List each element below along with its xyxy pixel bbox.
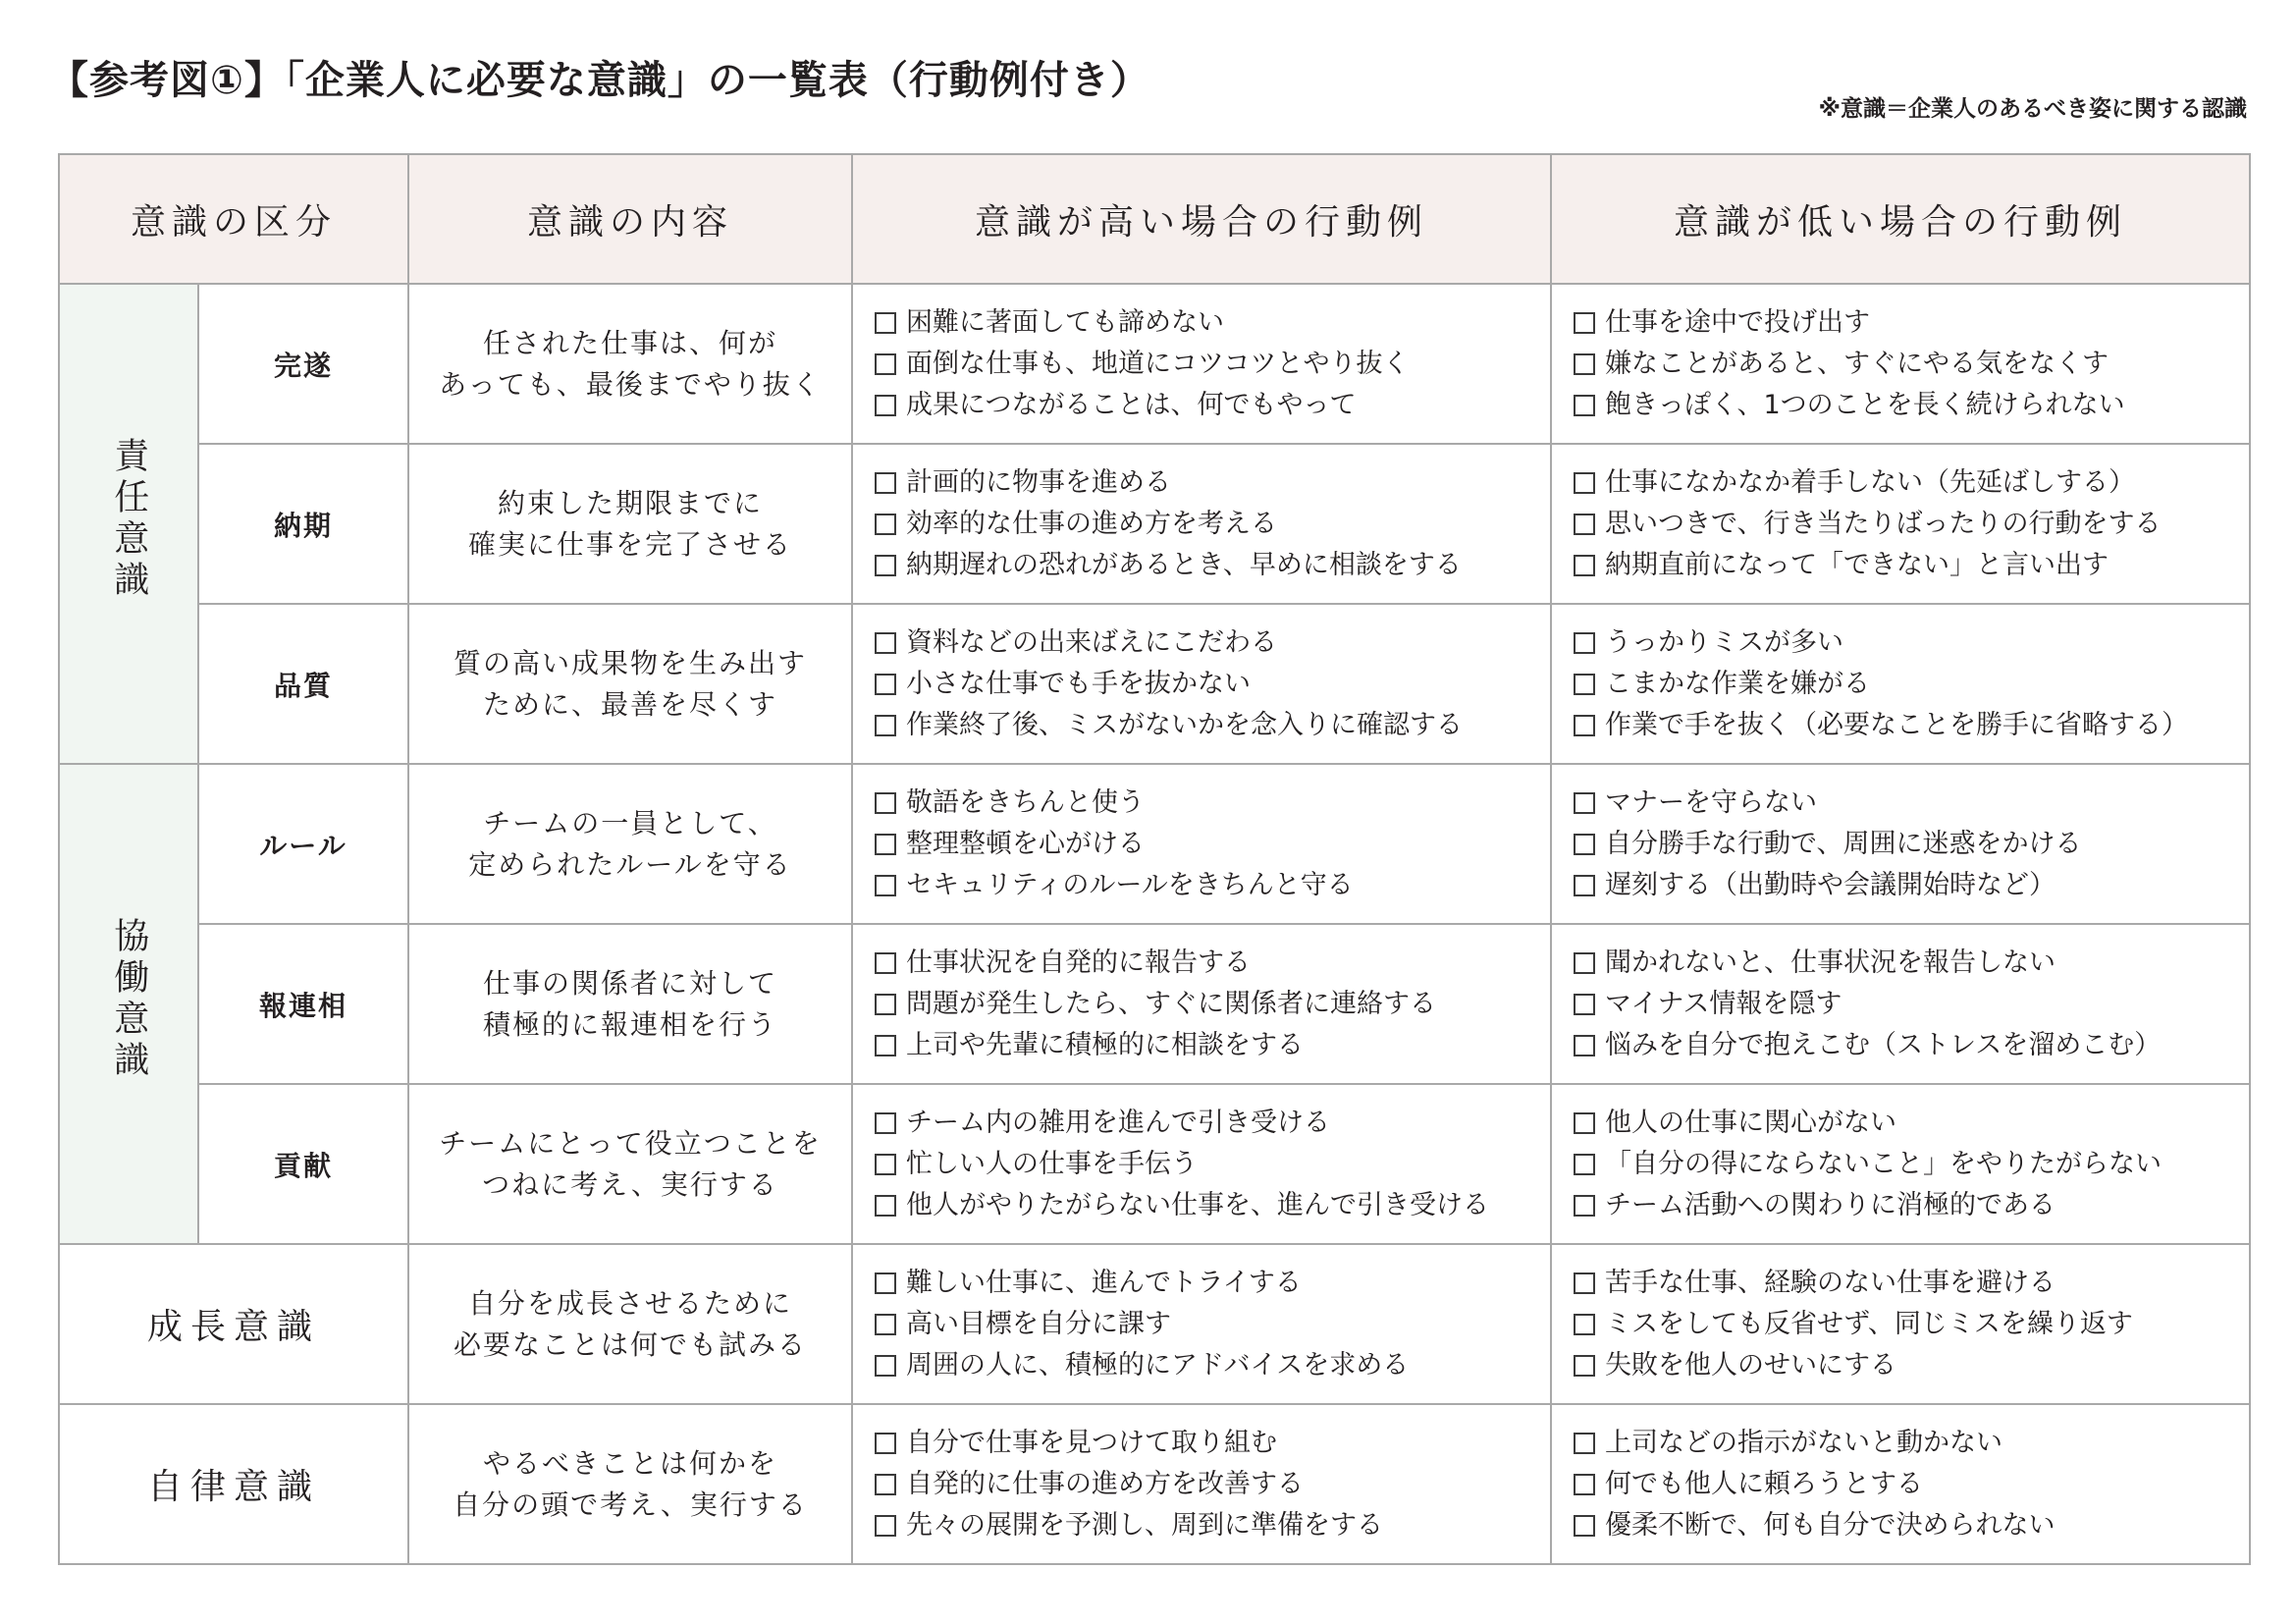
low-examples: [1551, 764, 2250, 924]
checkbox-icon[interactable]: [1574, 875, 1595, 896]
high-example-item: [875, 943, 1550, 984]
checkbox-icon[interactable]: [875, 472, 896, 494]
checkbox-icon[interactable]: [1574, 1355, 1595, 1377]
high-example-item: [875, 1304, 1550, 1345]
checkbox-icon[interactable]: [875, 555, 896, 576]
high-example-item: [875, 623, 1550, 664]
example-text: 自分勝手な行動で、周囲に迷惑をかける: [1605, 828, 2082, 859]
checkbox-icon[interactable]: [1574, 792, 1595, 814]
example-text: 整理整頓を心がける: [906, 828, 1146, 859]
category-cell: [59, 764, 198, 1244]
high-example-item: [875, 1185, 1550, 1226]
header-category: 意識の区分: [59, 154, 408, 284]
high-example-item: [875, 1423, 1550, 1464]
subcategory-label: 納期: [198, 444, 408, 604]
high-example-item: [875, 865, 1550, 906]
example-text: 聞かれないと、仕事状況を報告しない: [1605, 947, 2056, 978]
low-example-item: [1574, 984, 2249, 1025]
low-examples: [1551, 284, 2250, 444]
low-example-item: [1574, 504, 2249, 545]
high-example-item: [875, 1464, 1550, 1505]
low-example-item: [1574, 1345, 2249, 1386]
high-example-item: [875, 705, 1550, 746]
example-text: 納期遅れの恐れがあるとき、早めに相談をする: [906, 549, 1462, 580]
high-example-item: [875, 385, 1550, 426]
example-text: 「自分の得にならないこと」をやりたがらない: [1605, 1148, 2163, 1179]
checkbox-icon[interactable]: [875, 1515, 896, 1537]
checkbox-icon[interactable]: [1574, 632, 1595, 654]
high-example-item: [875, 1144, 1550, 1185]
low-examples: [1551, 444, 2250, 604]
example-text: 資料などの出来ばえにこだわる: [906, 626, 1278, 658]
low-example-item: [1574, 1505, 2249, 1546]
content-line: やるべきことは何かを: [483, 1446, 778, 1480]
checkbox-icon[interactable]: [1574, 555, 1595, 576]
content-line: 質の高い成果物を生み出す: [454, 646, 808, 679]
checkbox-icon[interactable]: [1574, 1515, 1595, 1537]
content-line: 自分の頭で考え、実行する: [453, 1488, 808, 1521]
checkbox-icon[interactable]: [875, 1433, 896, 1454]
checkbox-icon[interactable]: [875, 312, 896, 334]
low-example-item: [1574, 1103, 2249, 1144]
checkbox-icon[interactable]: [875, 395, 896, 416]
high-example-item: [875, 344, 1550, 385]
table-row: [59, 1084, 2250, 1244]
example-text: 忙しい人の仕事を手伝う: [906, 1148, 1199, 1179]
content-line: 定められたルールを守る: [468, 847, 792, 881]
checkbox-icon[interactable]: [1574, 1154, 1595, 1175]
header-low: 意識が低い場合の行動例: [1551, 154, 2250, 284]
content-line: チームの一員として、: [483, 806, 777, 839]
checkbox-icon[interactable]: [1574, 1112, 1595, 1134]
checkbox-icon[interactable]: [875, 514, 896, 535]
checkbox-icon[interactable]: [875, 632, 896, 654]
checkbox-icon[interactable]: [875, 1272, 896, 1294]
content-line: チームにとって役立つことを: [439, 1126, 822, 1160]
checkbox-icon[interactable]: [875, 1035, 896, 1056]
checkbox-icon[interactable]: [875, 994, 896, 1015]
example-text: 納期直前になって「できない」と言い出す: [1605, 549, 2109, 580]
content-line: 自分を成長させるために: [468, 1286, 793, 1320]
high-example-item: [875, 462, 1550, 504]
high-examples: [852, 284, 1551, 444]
checkbox-icon[interactable]: [875, 674, 896, 695]
category-cell: [59, 284, 198, 764]
content-line: つねに考え、実行する: [482, 1167, 778, 1201]
low-example-item: [1574, 1464, 2249, 1505]
checkbox-icon[interactable]: [875, 792, 896, 814]
example-text: 嫌なことがあると、すぐにやる気をなくす: [1605, 348, 2109, 379]
low-example-item: [1574, 462, 2249, 504]
content-line: 仕事の関係者に対して: [483, 966, 778, 1000]
table-row: [59, 1404, 2250, 1564]
example-text: 飽きっぽく、1つのことを長く続けられない: [1605, 389, 2125, 420]
awareness-content: [408, 1404, 852, 1564]
low-example-item: [1574, 623, 2249, 664]
checkbox-icon[interactable]: [1574, 834, 1595, 855]
example-text: 遅刻する（出勤時や会議開始時など）: [1605, 869, 2056, 900]
example-text: 思いつきで、行き当たりばったりの行動をする: [1605, 508, 2162, 539]
content-line: あっても、最後までやり抜く: [439, 367, 822, 401]
high-examples: [852, 1244, 1551, 1404]
low-example-item: [1574, 1304, 2249, 1345]
example-text: 仕事状況を自発的に報告する: [906, 947, 1252, 978]
content-line: 任された仕事は、何が: [483, 326, 778, 359]
category-label: 責任意識: [108, 437, 149, 602]
high-example-item: [875, 545, 1550, 586]
subcategory-label: 完遂: [198, 284, 408, 444]
high-example-item: [875, 1345, 1550, 1386]
checkbox-icon[interactable]: [875, 1195, 896, 1217]
high-examples: [852, 1084, 1551, 1244]
low-examples: [1551, 1244, 2250, 1404]
low-example-item: [1574, 344, 2249, 385]
awareness-content: [408, 924, 852, 1084]
example-text: 他人がやりたがらない仕事を、進んで引き受ける: [906, 1189, 1490, 1220]
example-text: 上司や先輩に積極的に相談をする: [906, 1029, 1305, 1060]
example-text: 優柔不断で、何も自分で決められない: [1605, 1509, 2056, 1541]
low-example-item: [1574, 1025, 2249, 1066]
example-text: 他人の仕事に関心がない: [1605, 1107, 1897, 1138]
category-label: 自律意識: [59, 1404, 408, 1564]
example-text: 失敗を他人のせいにする: [1605, 1349, 1897, 1380]
example-text: ミスをしても反省せず、同じミスを繰り返す: [1605, 1308, 2133, 1339]
low-example-item: [1574, 783, 2249, 824]
high-example-item: [875, 984, 1550, 1025]
checkbox-icon[interactable]: [875, 1474, 896, 1495]
example-text: 問題が発生したら、すぐに関係者に連絡する: [906, 988, 1437, 1019]
awareness-table: [58, 153, 2251, 1565]
example-text: 効率的な仕事の進め方を考える: [906, 508, 1278, 539]
content-line: 必要なことは何でも試みる: [454, 1327, 808, 1361]
checkbox-icon[interactable]: [875, 1314, 896, 1335]
high-example-item: [875, 824, 1550, 865]
low-example-item: [1574, 302, 2249, 344]
table-row: [59, 1244, 2250, 1404]
content-line: 積極的に報連相を行う: [483, 1007, 778, 1041]
example-text: 自分で仕事を見つけて取り組む: [906, 1427, 1278, 1458]
example-text: 小さな仕事でも手を抜かない: [906, 668, 1252, 699]
example-text: チーム活動への関わりに消極的である: [1605, 1189, 2056, 1220]
table-row: [59, 284, 2250, 444]
example-text: 作業で手を抜く（必要なことを勝手に省略する）: [1605, 709, 2189, 740]
example-text: 苦手な仕事、経験のない仕事を避ける: [1605, 1267, 2056, 1298]
content-line: 確実に仕事を完了させる: [468, 527, 793, 561]
checkbox-icon[interactable]: [1574, 952, 1595, 974]
checkbox-icon[interactable]: [1574, 715, 1595, 736]
awareness-content: [408, 604, 852, 764]
awareness-content: [408, 444, 852, 604]
low-examples: [1551, 604, 2250, 764]
checkbox-icon[interactable]: [875, 715, 896, 736]
content-line: 約束した期限までに: [498, 486, 764, 519]
checkbox-icon[interactable]: [1574, 1195, 1595, 1217]
low-example-item: [1574, 1263, 2249, 1304]
checkbox-icon[interactable]: [875, 834, 896, 855]
example-text: 計画的に物事を進める: [906, 466, 1172, 498]
high-example-item: [875, 664, 1550, 705]
low-example-item: [1574, 943, 2249, 984]
checkbox-icon[interactable]: [1574, 1314, 1595, 1335]
example-text: マナーを守らない: [1605, 786, 1818, 818]
low-examples: [1551, 924, 2250, 1084]
high-example-item: [875, 504, 1550, 545]
high-example-item: [875, 302, 1550, 344]
checkbox-icon[interactable]: [1574, 994, 1595, 1015]
awareness-content: [408, 764, 852, 924]
checkbox-icon[interactable]: [1574, 1474, 1595, 1495]
example-text: 面倒な仕事も、地道にコツコツとやり抜く: [906, 348, 1410, 379]
subcategory-label: ルール: [198, 764, 408, 924]
example-text: うっかりミスが多い: [1605, 626, 1844, 658]
example-text: 自発的に仕事の進め方を改善する: [906, 1468, 1305, 1499]
checkbox-icon[interactable]: [875, 353, 896, 375]
example-text: 仕事を途中で投げ出す: [1605, 306, 1871, 338]
checkbox-icon[interactable]: [875, 1355, 896, 1377]
example-text: 成果につながることは、何でもやって: [906, 389, 1357, 420]
example-text: 高い目標を自分に課す: [906, 1308, 1172, 1339]
checkbox-icon[interactable]: [875, 952, 896, 974]
header-high: 意識が高い場合の行動例: [852, 154, 1551, 284]
low-example-item: [1574, 385, 2249, 426]
table-row: [59, 764, 2250, 924]
page-title: 【参考図①】「企業人に必要な意識」の一覧表（行動例付き）: [49, 58, 1150, 103]
low-example-item: [1574, 865, 2249, 906]
table-row: [59, 604, 2250, 764]
high-examples: [852, 924, 1551, 1084]
example-text: 作業終了後、ミスがないかを念入りに確認する: [906, 709, 1464, 740]
checkbox-icon[interactable]: [1574, 1272, 1595, 1294]
high-example-item: [875, 783, 1550, 824]
table-row: [59, 924, 2250, 1084]
checkbox-icon[interactable]: [1574, 1035, 1595, 1056]
example-text: セキュリティのルールをきちんと守る: [906, 869, 1354, 900]
category-label: 成長意識: [59, 1244, 408, 1404]
high-examples: [852, 444, 1551, 604]
awareness-content: [408, 284, 852, 444]
example-text: 先々の展開を予測し、周到に準備をする: [906, 1509, 1384, 1541]
checkbox-icon[interactable]: [1574, 312, 1595, 334]
example-text: 敬語をきちんと使う: [906, 786, 1146, 818]
low-example-item: [1574, 1144, 2249, 1185]
subcategory-label: 品質: [198, 604, 408, 764]
definition-note: ※意識＝企業人のあるべき姿に関する認識: [1818, 96, 2247, 122]
header-row: [59, 154, 2250, 284]
low-example-item: [1574, 545, 2249, 586]
checkbox-icon[interactable]: [1574, 472, 1595, 494]
example-text: 悩みを自分で抱えこむ（ストレスを溜めこむ）: [1605, 1029, 2162, 1060]
checkbox-icon[interactable]: [1574, 1433, 1595, 1454]
checkbox-icon[interactable]: [875, 1112, 896, 1134]
category-label: 協働意識: [108, 917, 149, 1082]
table-row: [59, 444, 2250, 604]
high-example-item: [875, 1505, 1550, 1546]
high-example-item: [875, 1025, 1550, 1066]
content-line: ために、最善を尽くす: [483, 687, 778, 721]
awareness-content: [408, 1244, 852, 1404]
low-examples: [1551, 1084, 2250, 1244]
example-text: 難しい仕事に、進んでトライする: [906, 1267, 1302, 1298]
high-example-item: [875, 1263, 1550, 1304]
high-examples: [852, 604, 1551, 764]
low-example-item: [1574, 1185, 2249, 1226]
low-example-item: [1574, 705, 2249, 746]
checkbox-icon[interactable]: [875, 875, 896, 896]
header-content: 意識の内容: [408, 154, 852, 284]
example-text: 仕事になかなか着手しない（先延ばしする）: [1605, 466, 2136, 498]
checkbox-icon[interactable]: [1574, 674, 1595, 695]
example-text: 困難に著面しても諦めない: [906, 306, 1225, 338]
example-text: 何でも他人に頼ろうとする: [1605, 1468, 1924, 1499]
low-example-item: [1574, 824, 2249, 865]
checkbox-icon[interactable]: [1574, 395, 1595, 416]
example-text: 周囲の人に、積極的にアドバイスを求める: [906, 1349, 1410, 1380]
awareness-content: [408, 1084, 852, 1244]
subcategory-label: 報連相: [198, 924, 408, 1084]
high-examples: [852, 1404, 1551, 1564]
checkbox-icon[interactable]: [1574, 514, 1595, 535]
checkbox-icon[interactable]: [1574, 353, 1595, 375]
low-examples: [1551, 1404, 2250, 1564]
subcategory-label: 貢献: [198, 1084, 408, 1244]
example-text: マイナス情報を隠す: [1605, 988, 1842, 1019]
checkbox-icon[interactable]: [875, 1154, 896, 1175]
low-example-item: [1574, 1423, 2249, 1464]
example-text: 上司などの指示がないと動かない: [1605, 1427, 2003, 1458]
example-text: チーム内の雑用を進んで引き受ける: [906, 1107, 1331, 1138]
low-example-item: [1574, 664, 2249, 705]
high-example-item: [875, 1103, 1550, 1144]
example-text: こまかな作業を嫌がる: [1605, 668, 1871, 699]
high-examples: [852, 764, 1551, 924]
